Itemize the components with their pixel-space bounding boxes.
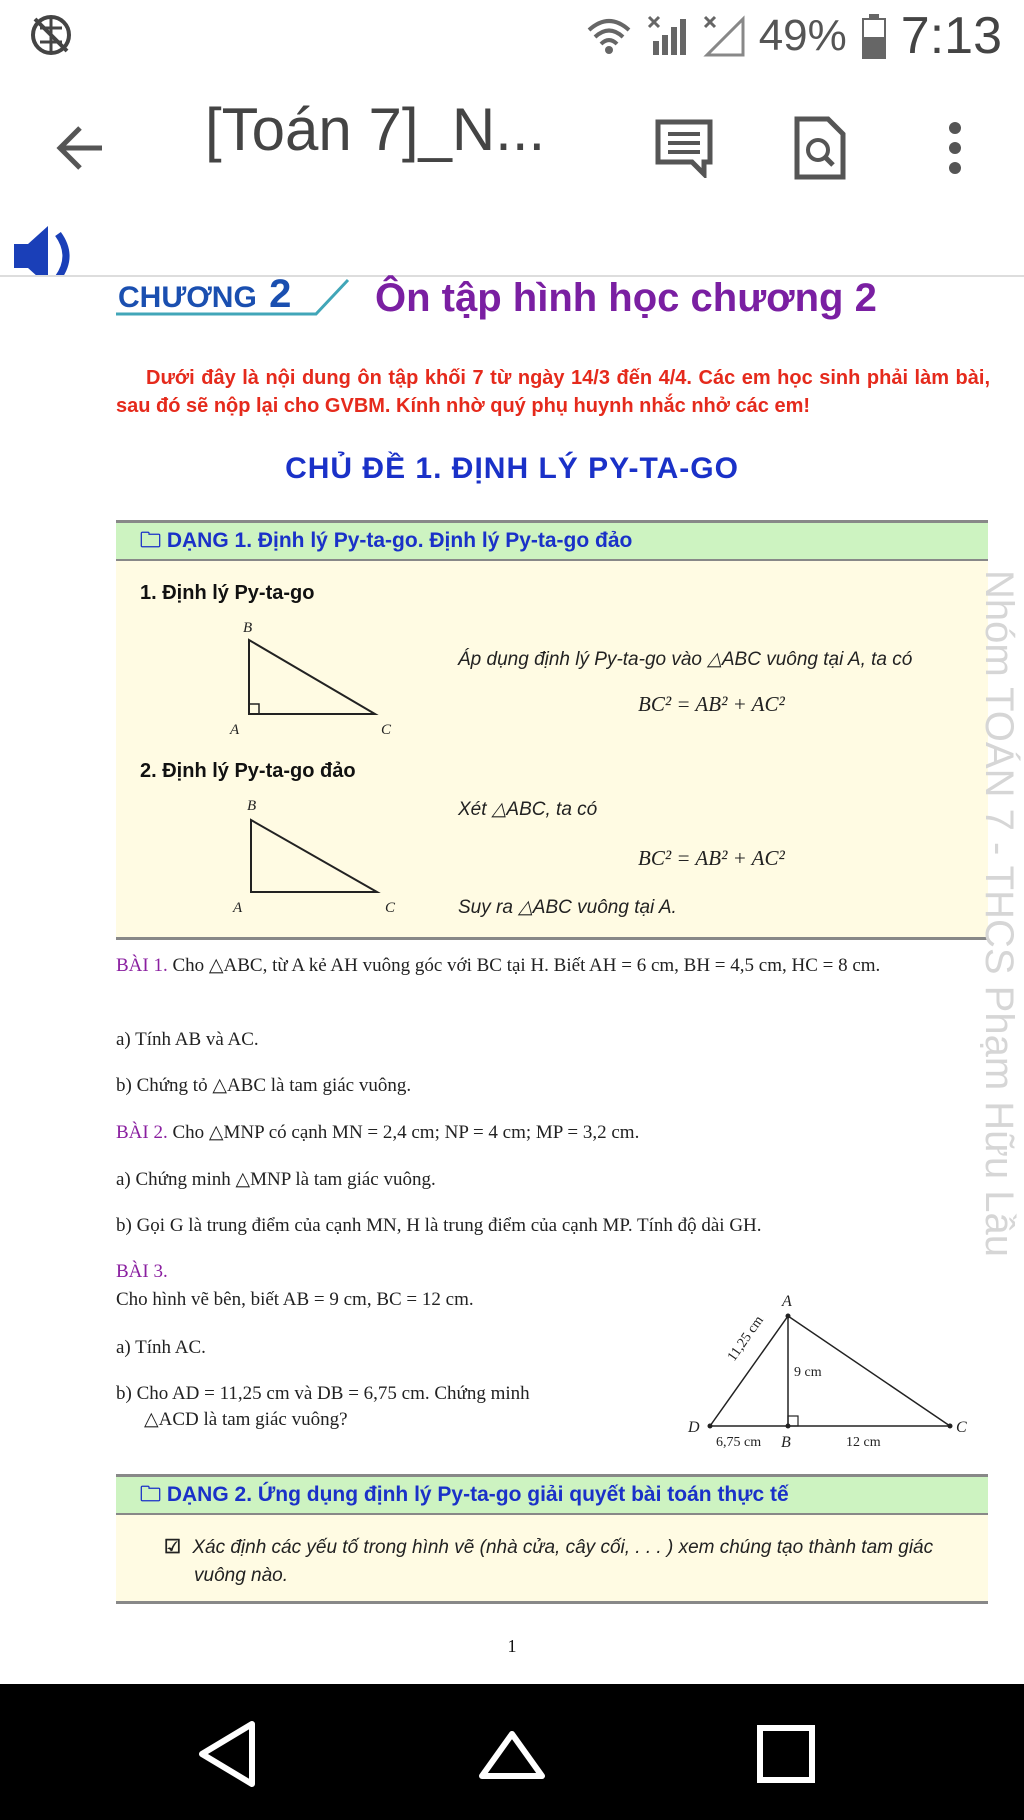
sec2-text2: Suy ra △ABC vuông tại A. (458, 897, 677, 918)
bai3-label: BÀI 3. (116, 1261, 168, 1282)
bai3-a: a) Tính AC. (116, 1337, 206, 1358)
svg-text:C: C (381, 722, 392, 738)
sec2-text1: Xét △ABC, ta có (458, 799, 598, 820)
sec2-formula: BC² = AB² + AC² (638, 846, 785, 870)
svg-text:A: A (782, 1293, 792, 1310)
svg-text:D: D (688, 1419, 700, 1436)
bai3-figure (680, 1290, 980, 1456)
bai1-label: BÀI 1. (116, 955, 168, 976)
bai1-b: b) Chứng tỏ △ABC là tam giác vuông. (116, 1075, 412, 1096)
bai3-text: Cho hình vẽ bên, biết AB = 9 cm, BC = 12 cm. (116, 1289, 474, 1310)
svg-text:B: B (781, 1434, 791, 1451)
back-arrow-icon[interactable] (52, 120, 108, 176)
bai3-b2: △ACD là tam giác vuông? (144, 1409, 348, 1430)
svg-text:C: C (956, 1419, 967, 1436)
bai2-text (116, 1119, 639, 1147)
svg-text:A: A (230, 722, 240, 738)
dang2-text (164, 1534, 964, 1590)
signal-icon (647, 15, 689, 57)
sec2-title: 2. Định lý Py-ta-go đảo (140, 760, 356, 782)
signal-empty-icon (703, 15, 745, 57)
chapter-number: 2 (269, 272, 292, 316)
svg-text:B: B (247, 798, 257, 814)
status-bar (0, 0, 1024, 72)
home-nav-icon[interactable] (472, 1714, 552, 1794)
chapter-label (118, 272, 291, 317)
dang2-text2: vuông nào. (194, 1565, 289, 1586)
navigation-bar (0, 1684, 1024, 1820)
bai1-content: Cho △ABC, từ A kẻ AH vuông góc với BC tại H. Biết AH = 6 cm, BH = 4,5 cm, HC = 8 cm. (172, 955, 881, 976)
svg-text:B: B (243, 620, 253, 636)
fig-label-bc: 12 cm (846, 1435, 881, 1450)
bai1-text (116, 952, 990, 980)
folder-icon: 🗀 (140, 1483, 161, 1506)
document-title: [Toán 7]_N... (205, 96, 546, 163)
comment-icon[interactable] (654, 118, 714, 178)
clock: 7:13 (900, 7, 1002, 65)
dang1-title: DẠNG 1. Định lý Py-ta-go. Định lý Py-ta-go đảo (166, 529, 633, 552)
battery-percent: 49% (758, 11, 847, 60)
back-nav-icon[interactable] (190, 1714, 270, 1794)
topic-title: CHỦ ĐỀ 1. ĐỊNH LÝ PY-TA-GO (285, 452, 739, 485)
fig-label-db: 6,75 cm (716, 1435, 762, 1450)
page-number: 1 (507, 1636, 517, 1656)
bai2-b: b) Gọi G là trung điểm của cạnh MN, H là trung điểm của cạnh MP. Tính độ dài GH. (116, 1215, 762, 1236)
chapter-label-text: CHƯƠNG (118, 281, 257, 314)
recents-nav-icon[interactable] (746, 1714, 826, 1794)
dang2-title: DẠNG 2. Ứng dụng định lý Py-ta-go giải quyết bài toán thực tế (166, 1483, 789, 1506)
bai3-b1: b) Cho AD = 11,25 cm và DB = 6,75 cm. Chứng minh (116, 1383, 530, 1404)
sec1-text: Áp dụng định lý Py-ta-go vào △ABC vuông tại A, ta có (458, 649, 913, 670)
dang2-text1: Xác định các yếu tố trong hình vẽ (nhà cửa, cây cối, . . . ) xem chúng tạo thành tam giác (192, 1537, 934, 1558)
dang2-header (116, 1477, 988, 1515)
fig-label-ad: 11,25 cm (724, 1313, 767, 1365)
find-in-page-icon[interactable] (794, 116, 846, 180)
right-triangle-figure-1 (225, 618, 395, 740)
bai2-label: BÀI 2. (116, 1122, 168, 1143)
dang1-header (116, 523, 988, 561)
no-sync-icon (28, 12, 74, 58)
watermark-text: Nhóm TOÁN 7 - THCS Phạm Hữu Lầu (977, 570, 1021, 1258)
sec1-title: 1. Định lý Py-ta-go (140, 582, 315, 604)
battery-icon (861, 13, 887, 59)
bai2-a: a) Chứng minh △MNP là tam giác vuông. (116, 1169, 436, 1190)
chapter-title: Ôn tập hình học chương 2 (375, 276, 877, 320)
right-triangle-figure-2 (225, 796, 405, 918)
fig-label-ab: 9 cm (794, 1365, 822, 1380)
bai2-content: Cho △MNP có cạnh MN = 2,4 cm; NP = 4 cm; MP = 3,2 cm. (172, 1122, 640, 1143)
svg-text:A: A (233, 900, 243, 916)
wifi-icon (585, 16, 633, 56)
more-options-icon[interactable] (940, 120, 970, 176)
bai1-a: a) Tính AB và AC. (116, 1029, 259, 1050)
folder-icon: 🗀 (140, 529, 161, 552)
intro-text: Dưới đây là nội dung ôn tập khối 7 từ ngày 14/3 đến 4/4. Các em học sinh phải làm bài, sau đó sẽ nộp lại cho GVBM. Kính nhờ quý phụ huynh nhắc nhở các em! (116, 367, 990, 417)
sec1-formula: BC² = AB² + AC² (638, 692, 785, 716)
svg-text:C: C (385, 900, 396, 916)
watermark (975, 570, 1024, 1310)
checkbox-icon: ☑ (164, 1537, 182, 1558)
